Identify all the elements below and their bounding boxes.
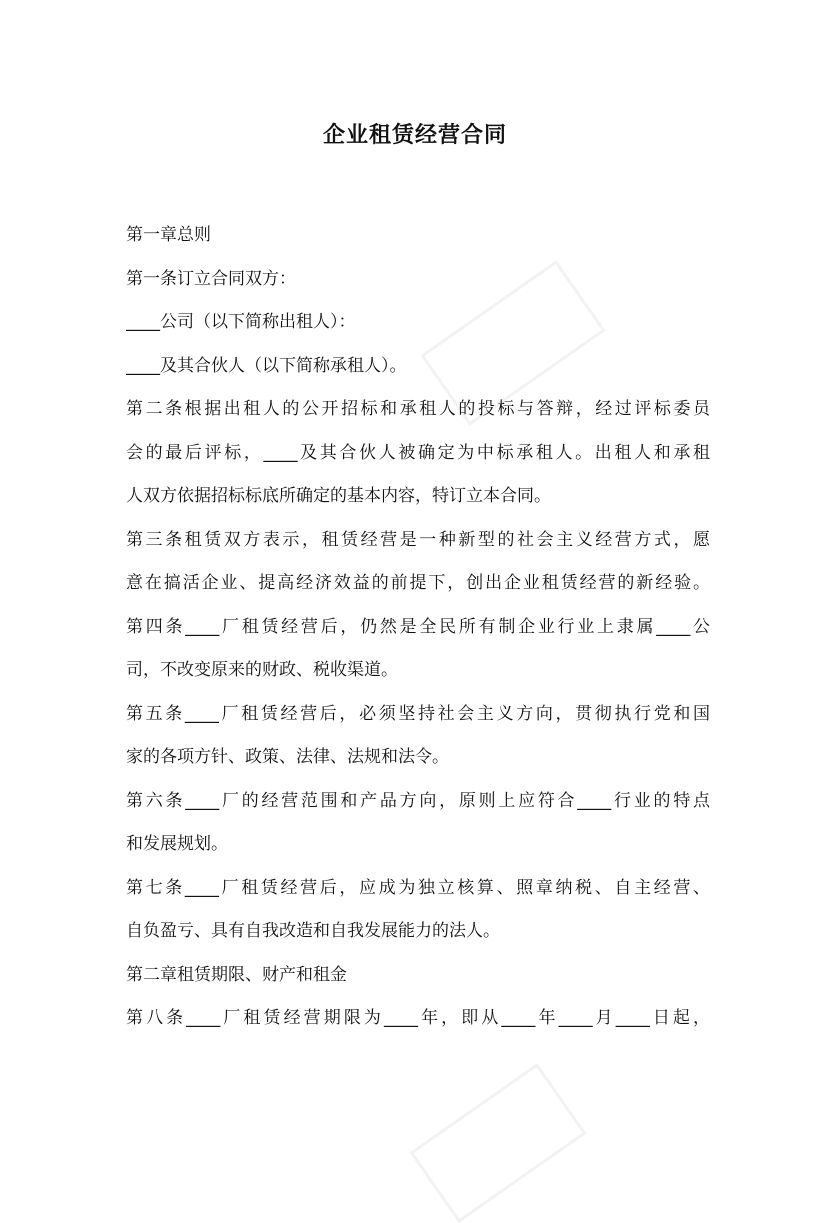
text-line: 第三条租赁双方表示，租赁经营是一种新型的社会主义经营方式，愿 (126, 529, 710, 550)
text-line: 第二条根据出租人的公开招标和承租人的投标与答辩，经过评标委员 (126, 399, 710, 419)
text-line: 第八条____厂租赁经营期限为____年，即从____年____月____日起， (126, 1008, 710, 1028)
watermark (409, 1063, 586, 1223)
document-body (126, 214, 710, 1041)
text-line: 意在搞活企业、提高经济效益的前提下，创出企业租赁经营的新经验。 (126, 573, 710, 593)
chapter-heading: 第二章租赁期限、财产和租金 (126, 964, 347, 985)
text-line: 人双方依据招标标底所确定的基本内容，特订立本合同。 (126, 486, 551, 506)
text-line: 第六条____厂的经营范围和产品方向，原则上应符合____行业的特点 (126, 790, 710, 811)
text-line: 第一条订立合同双方： (126, 268, 296, 289)
text-line: 家的各项方针、政策、法律、法规和法令。 (126, 747, 449, 767)
text-line: 第五条____厂租赁经营后，必须坚持社会主义方向，贯彻执行党和国 (126, 703, 710, 724)
text-line: 和发展规划。 (126, 834, 228, 854)
chapter-heading: 第一章总则 (126, 225, 211, 245)
text-line: ____及其合伙人（以下简称承租人）。 (126, 355, 407, 376)
text-line: 司，不改变原来的财政、税收渠道。 (126, 660, 398, 680)
text-line: 自负盈亏、具有自我改造和自我发展能力的法人。 (126, 921, 500, 941)
text-line: ____公司（以下简称出租人）： (126, 312, 356, 332)
document-title: 企业租赁经营合同 (322, 123, 507, 148)
text-line: 第四条____厂租赁经营后，仍然是全民所有制企业行业上隶属____公 (126, 616, 710, 637)
text-line: 第七条____厂租赁经营后，应成为独立核算、照章纳税、自主经营、 (126, 877, 710, 898)
text-line: 会的最后评标，____及其合伙人被确定为中标承租人。出租人和承租 (126, 442, 710, 463)
